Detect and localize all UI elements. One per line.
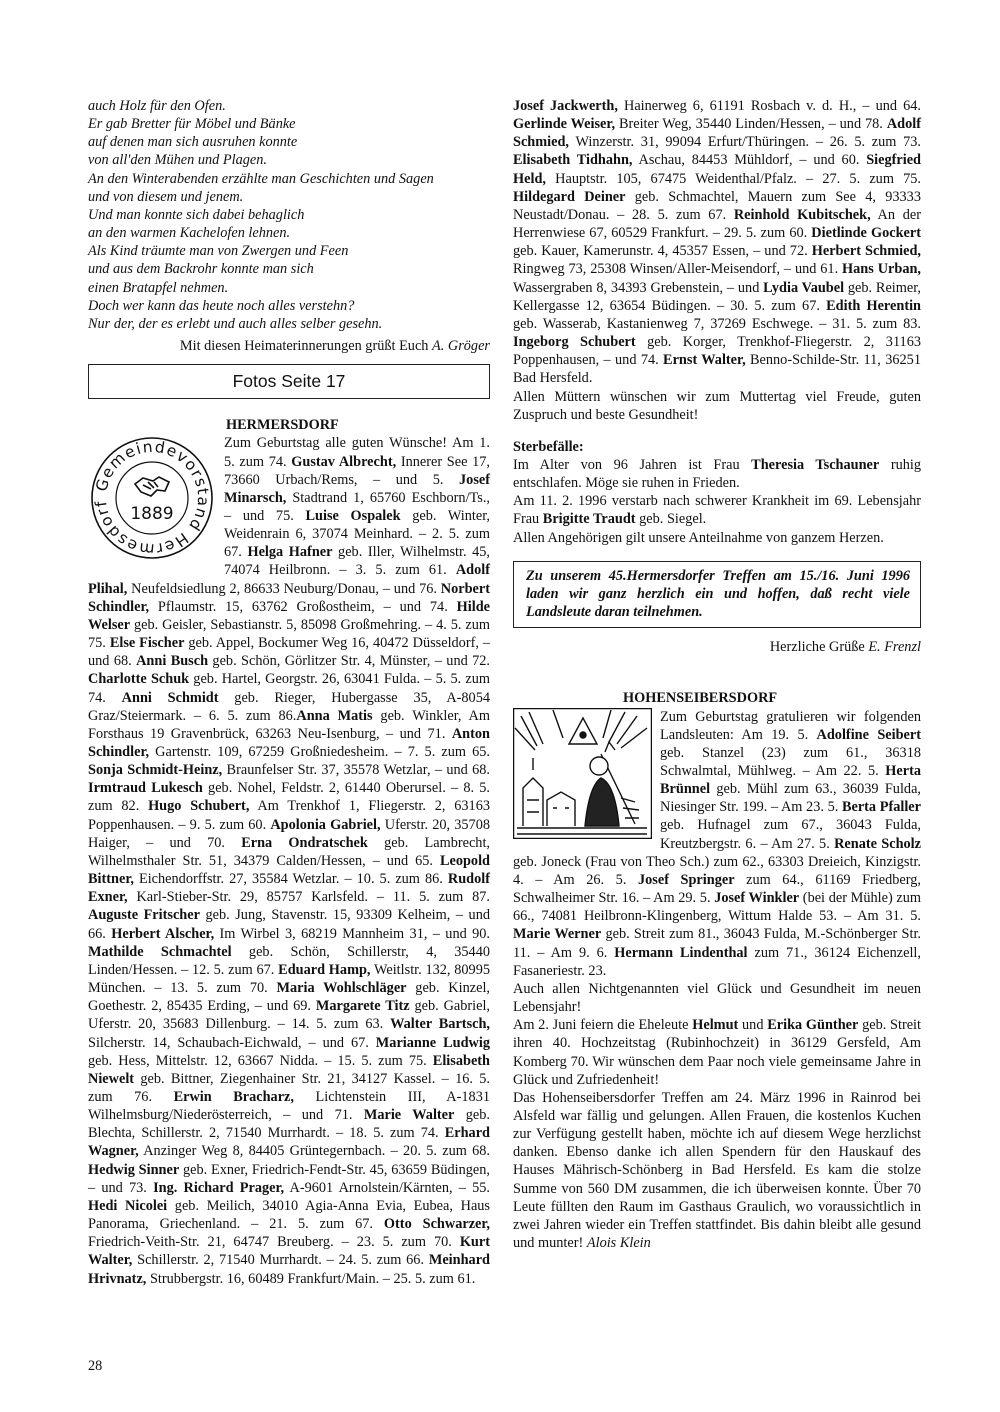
person-name: Hildegard Deiner [513, 188, 626, 205]
person-name: Hugo Schubert, [148, 798, 250, 815]
seg: geb. Mühl zum 63., 36039 Fulda, Niesinger Str. 199. – Am 23. 5. [660, 781, 921, 816]
seg: Aschau, 84453 Mühldorf, – und 60. [632, 152, 867, 169]
person-name: Adolf Plihal, [88, 562, 490, 597]
poem-line: an den warmen Kachelofen lehnen. [88, 225, 291, 242]
person-name: Josef Winkler [714, 890, 800, 907]
poem-line: Als Kind träumte man von Zwergen und Feen [88, 243, 349, 260]
person-name: Mathilde Schmachtel [88, 943, 232, 960]
person-name: Irmtraud Lukesch [88, 780, 203, 797]
person-name: Anni Schmidt [121, 689, 219, 706]
person-name: Josef Springer [637, 871, 735, 888]
poem-line: auch Holz für den Ofen. [88, 98, 226, 114]
person-name: Herbert Schmied, [811, 243, 921, 260]
person-name: Theresia Tschauner [751, 456, 880, 473]
person-name: Erika Günther [767, 1017, 859, 1034]
seg: Uferstr. 20, 35708 Haiger, – und 70. [88, 816, 490, 851]
person-name: Marianne Ludwig [375, 1034, 490, 1051]
seg: geb. Geisler, Sebastianstr. 5, 85098 Großmehring. – 4. 5. zum 75. [88, 616, 490, 652]
greeting-text: Mit diesen Heimaterinnerungen grüßt Euch [179, 338, 433, 355]
person-name: Maria Wohlschläger [276, 980, 407, 997]
person-name: Erna Ondratschek [241, 834, 368, 851]
person-name: Herbert Alscher, [111, 925, 215, 942]
seg: geb. Schön, Schillerstr, 4, 35440 Linden/Hessen. – 12. 5. zum 67. [88, 943, 490, 978]
seg: geb. Schmachtel, Mauern zum See 4, 93333 Neustadt/Donau. – 28. 5. zum 67. [513, 188, 921, 223]
seg: geb. Iller, Wilhelmstr. 45, 74074 Heilbronn. – 3. 5. zum 61. [224, 544, 490, 579]
section-title-hermersdorf: HERMERSDORF [226, 417, 339, 434]
person-name: Hedwig Sinner [88, 1161, 180, 1178]
person-name: Erhard Wagner, [88, 1125, 490, 1160]
person-name: Hedi Nicolei [88, 1197, 168, 1214]
seal-graphic [88, 434, 216, 562]
seal-year: 1889 [130, 504, 174, 525]
seg: geb. Kauer, Kamerunstr. 4, 45357 Essen, – und 72. [513, 243, 812, 260]
person-name: Anna Matis [296, 707, 373, 724]
person-name: Else Fischer [109, 635, 185, 652]
person-name: Anni Busch [136, 653, 209, 670]
person-name: Norbert Schindler, [88, 580, 490, 615]
person-name: Hans Urban, [842, 261, 921, 278]
person-name: Gerlinde Weiser, [513, 116, 616, 133]
right-column [513, 97, 921, 1252]
seg: geb. Wasserab, Kastanienweg 7, 37269 Eschwege. – 31. 5. zum 83. [513, 315, 921, 332]
person-name: Lydia Vaubel [763, 279, 845, 296]
poem-line: Und man konnte sich dabei behaglich [88, 206, 305, 223]
person-name: Auguste Fritscher [88, 907, 200, 924]
seg: geb. Blechta, Schillerstr. 2, 71540 Murrhardt. – 18. 5. zum 74. [88, 1107, 490, 1142]
person-name: Ernst Walter, [663, 352, 746, 369]
seg: Am Trenkhof 1, Fliegerstr. 2, 63163 Poppenhausen. – 9. 5. zum 60. [88, 798, 490, 833]
seg: Friedrich-Veith-Str. 21, 64747 Breuberg. – 23. 5. zum 70. [88, 1234, 460, 1251]
person-name: Josef Minarsch, [224, 471, 490, 506]
seg: Im Wirbel 3, 68219 Mannheim 31, – und 90. [214, 925, 490, 942]
seg: (bei der Mühle) zum 66., 74081 Heilbronn-Klingenberg, Wittum Halde 53. – Am 31. 5. [513, 890, 921, 925]
section-title-hohenseibersdorf: HOHENSEIBERSDORF [623, 690, 778, 707]
person-name: Gustav Albrecht, [291, 453, 397, 470]
person-name: Anton Schindler, [88, 725, 490, 760]
seg: Ringweg 73, 25308 Winsen/Aller-Meisendorf, – und 61. [513, 261, 843, 278]
seg: geb. Winkler, Am Forsthaus 19 Gravenbrück, 63263 Neu-Isenburg, – und 71. [88, 707, 491, 742]
death-notice [513, 456, 921, 492]
person-name: Leopold Bittner, [88, 852, 490, 888]
closing-report [513, 1089, 921, 1252]
seg: geb. Joneck (Frau von Theo Sch.) zum 62., 63303 Dreieich, Kinzigstr. 4. – Am 26. 5. [513, 853, 921, 888]
seg: geb. Bittner, Ziegenhainer Str. 21, 34127 Kassel. – 16. 5. zum 76. [88, 1070, 490, 1105]
seg: An der Herrenwiese 67, 60529 Frankfurt. – 29. 5. zum 60. [513, 206, 921, 242]
person-name: Meinhard Hrivnatz, [88, 1252, 490, 1287]
seg: geb. Stanzel (23) zum 61., 36318 Schwalmtal, Mühlweg. – Am 22. 5. [660, 744, 921, 779]
person-name: Otto Schwarzer, [383, 1216, 490, 1233]
person-name: Margarete Titz [315, 998, 410, 1015]
hohenseibersdorf-section [513, 689, 921, 1252]
seg: Im Alter von 96 Jahren ist Frau [513, 456, 752, 473]
person-name: Luise Ospalek [305, 507, 401, 524]
person-name: Walter Bartsch, [390, 1016, 490, 1033]
seg: geb. Appel, Bockumer Weg 16, 40472 Düsseldorf, – und 68. [88, 635, 491, 670]
page-number: 28 [88, 1358, 103, 1374]
person-name: Rudolf Exner, [88, 871, 490, 906]
seg: Wassergraben 8, 34393 Grebenstein, – und [513, 279, 764, 296]
person-name: Hilde Welser [88, 598, 490, 633]
seg: Karl-Stieber-Str. 29, 85757 Karlsfeld. – 11. 5. zum 87. [127, 889, 490, 906]
death-notice [513, 492, 921, 528]
person-name: Elisabeth Niewelt [88, 1052, 490, 1087]
seg: geb. Streit ihren 40. Hochzeitstag (Rubinhochzeit) in 36129 Gersfeld, Am Komberg 70. Wir wünschen dem Paar noch viele gemeinsame Jahre in Glück und Zufriedenheit! [513, 1017, 922, 1088]
seg: Breiter Weg, 35440 Linden/Hessen, – und 78. [615, 116, 887, 133]
person-name: Elisabeth Tidhahn, [513, 152, 633, 169]
hermersdorf-birthdays [88, 434, 490, 1287]
seg: Strubbergstr. 16, 60489 Frankfurt/Main. – 25. 5. zum 61. [146, 1270, 476, 1287]
seg: geb. Jung, Stavenstr. 15, 93309 Kelheim, – und 66. [88, 907, 491, 942]
poem-line: von all'den Mühen und Plagen. [88, 152, 267, 169]
greeting-author: A. Gröger [432, 338, 490, 355]
closing-author: Alois Klein [586, 1235, 651, 1252]
person-name: Erwin Bracharz, [173, 1088, 294, 1105]
poem-line: Doch wer kann das heute noch alles verstehn? [88, 297, 355, 314]
person-name: Edith Herentin [826, 297, 921, 314]
seg: geb. Gabriel, Uferstr. 20, 35683 Dillenburg. – 14. 5. zum 63. [88, 998, 491, 1033]
person-name: Berta Pfaller [841, 799, 921, 816]
poem-line: An den Winterabenden erzählte man Geschichten und Sagen [88, 170, 434, 187]
seg: Gartenstr. 109, 67259 Großniedesheim. – 7. 5. zum 65. [149, 744, 490, 760]
seg: Braunfelser Str. 37, 35578 Wetzlar, – und 68. [222, 762, 490, 779]
seg: geb. Hartel, Georgstr. 26, 63041 Fulda. – 5. 5. zum 74. [88, 671, 490, 706]
handshake-icon [135, 477, 169, 496]
other-wishes: Auch allen Nichtgenannten viel Glück und Gesundheit im neuen Lebensjahr! [513, 980, 921, 1016]
person-name: Marie Werner [513, 926, 602, 943]
person-name: Josef Jackwerth, [513, 98, 618, 114]
poem-line: einen Bratapfel nehmen. [88, 279, 229, 296]
person-name: Helmut [692, 1017, 739, 1034]
person-name: Siegfried Held, [513, 152, 921, 187]
seg: geb. Hess, Mittelstr. 12, 63667 Nidda. – 15. 5. zum 75. [88, 1052, 433, 1069]
seg: zum 64., 61169 Friedberg, Schwalheimer Str. 16. – Am 29. 5. [513, 871, 922, 907]
hermersdorf-section [88, 416, 490, 1288]
mothers-day-wishes: Allen Müttern wünschen wir zum Muttertag viel Freude, guten Zuspruch und beste Gesundheit! [513, 388, 921, 423]
fotos-box: Fotos Seite 17 [88, 364, 490, 399]
person-name: Adolf Schmied, [513, 116, 921, 151]
closing-text: Das Hohenseibersdorfer Treffen am 24. März 1996 in Rainrod bei Alsfeld war fällig und gelungen. Allen Frauen, die kostenlos Kuchen zur Verfügung gestellt haben, möchte ich auf diesem Wege herzlichst danken. Ebenso danke ich allen Spendern für den Hauskauf des Hauses Mährisch-Schönberg in Bad Hersfeld. Es kam die stolze Summe von 560 DM zusammen, die ich überweisen konnte. Über 70 Leute füllten den Raum im Gasthaus Graulich, wo voraussichtlich in zwei Jahren wieder ein Treffen stattfindet. Bis dahin bleibt alle gesund und munter! [513, 1089, 921, 1252]
seg: Weitlstr. 132, 80995 München. – 13. 5. zum 70. [88, 961, 491, 997]
seg: Eichendorffstr. 27, 35584 Wetzlar. – 10. 5. zum 86. [133, 871, 448, 888]
poem-line: auf denen man sich ausruhen konnte [88, 134, 298, 151]
seg: geb. Schön, Görlitzer Str. 4, Münster, – und 72. [208, 653, 490, 670]
seg: zum 71., 36124 Eichenzell, Fasaneriestr. 23. [513, 944, 921, 979]
poem-line: und aus dem Backrohr konnte man sich [88, 261, 314, 278]
left-column [88, 97, 490, 1288]
seg: Zum Geburtstag alle guten Wünsche! Am 1. 5. zum 74. [224, 435, 490, 470]
seg: Winzerstr. 31, 99094 Erfurt/Thüringen. – 26. 5. zum 73. [569, 134, 921, 151]
person-name: Sonja Schmidt-Heinz, [88, 762, 223, 779]
seg: Hainerweg 6, 61191 Rosbach v. d. H., – und 64. [617, 98, 921, 114]
regards-signature [513, 638, 921, 656]
seg: geb. Hufnagel zum 67., 36043 Fulda, Kreutzbergstr. 6. – Am 27. 5. [660, 817, 921, 852]
person-name: Charlotte Schuk [88, 671, 190, 688]
person-name: Ing. Richard Prager, [153, 1179, 285, 1196]
seg: geb. Lambrecht, Wilhelmsthaler Str. 51, 34379 Calden/Hessen, – und 65. [88, 834, 490, 869]
seg: Am 11. 2. 1996 verstarb nach schwerer Krankheit im 69. Lebensjahr Frau [513, 493, 921, 528]
person-name: Hermann Lindenthal [614, 944, 748, 961]
regards-author: E. Frenzl [868, 639, 921, 656]
meeting-notice-box: Zu unserem 45.Hermersdorfer Treffen am 15./16. Juni 1996 laden wir ganz herzlich ein und hoffen, daß recht viele Landsleute daran teilnehmen. [513, 561, 921, 628]
seg: Benno-Schilde-Str. 11, 36251 Bad Hersfeld. [513, 352, 921, 387]
seg: Schillerstr. 2, 71540 Murrhardt. – 24. 5. zum 66. [132, 1252, 429, 1269]
person-name: Brigitte Traudt [542, 511, 636, 528]
seg: Pflaumstr. 15, 63762 Großostheim, – und 74. [149, 598, 457, 615]
person-name: Eduard Hamp, [278, 961, 371, 978]
seg: geb. Kinzel, Goethestr. 2, 85435 Erding, – und 69. [88, 980, 490, 1015]
person-name: Renate Scholz [834, 835, 921, 852]
seg: Innerer See 17, 73660 Urbach/Rems, – und 5. [224, 453, 491, 488]
hermersdorf-birthdays-continued [513, 97, 921, 388]
seg: geb. Korger, Trenkhof-Fliegerstr. 2, 31163 Poppenhausen, – und 74. [513, 334, 922, 369]
seg: geb. Siegel. [635, 511, 707, 528]
seg: Neufeldsiedlung 2, 86633 Neuburg/Donau, – und 76. [127, 580, 441, 597]
seg: geb. Nohel, Feldstr. 2, 61440 Oberursel. – 8. 5. zum 82. [88, 780, 490, 815]
poem-line: und von diesem und jenem. [88, 188, 244, 205]
seal-ring-text: Gemeindevorstand Hermesdorf [92, 438, 213, 559]
seg: Silcherstr. 14, Schaubach-Eichwald, – und 67. [88, 1034, 376, 1051]
condolence-text: Allen Angehörigen gilt unsere Anteilnahme von ganzem Herzen. [513, 529, 884, 546]
seg: geb. Rieger, Hubergasse 35, A-8054 Graz/Steiermark. – 6. 5. zum 86. [88, 689, 490, 724]
seg: Lichtenstein III, A-1831 Wilhelmsburg/Niederösterreich, – und 71. [88, 1088, 490, 1124]
seg: geb. Meilich, 34010 Agia-Anna Evia, Eubea, Haus Panorama, Griechenland. – 21. 5. zum 67. [88, 1197, 490, 1233]
woodcut-illustration [513, 708, 652, 839]
poem-line: Nur der, der es erlebt und auch alles selber gesehn. [88, 315, 383, 332]
seg: geb. Reimer, Kellergasse 12, 63654 Büdingen. – 30. 5. zum 67. [513, 279, 921, 314]
regards-text: Herzliche Grüße [769, 639, 869, 656]
seg: Anzinger Weg 8, 84405 Grüntegernbach. – 20. 5. zum 68. [138, 1143, 490, 1160]
person-name: Dietlinde Gockert [811, 225, 921, 242]
poem [88, 97, 490, 333]
seg: geb. Exner, Friedrich-Fendt-Str. 45, 63659 Büdingen, – und 73. [88, 1161, 490, 1196]
seg: geb. Streit zum 81., 36043 Fulda, M.-Schönberger Str. 11. – Am 9. 6. [513, 926, 921, 961]
deaths-heading: Sterbefälle: [513, 438, 584, 455]
seg: Stadtrand 1, 65760 Eschborn/Ts., – und 75. [224, 489, 490, 524]
seg: Am 2. Juni feiern die Eheleute [513, 1017, 693, 1034]
person-name: Adolfine Seibert [816, 726, 921, 743]
person-name: Herta Brünnel [660, 763, 921, 798]
poem-line: Er gab Bretter für Möbel und Bänke [88, 116, 296, 133]
seg: Hauptstr. 105, 67475 Weidenthal/Pfalz. – 27. 5. zum 75. [545, 170, 921, 187]
person-name: Marie Walter [363, 1107, 455, 1124]
seg: Zum Geburtstag gratulieren wir folgenden Landsleuten: Am 19. 5. [660, 708, 921, 743]
greeting-signature [88, 337, 490, 355]
seg: ruhig entschlafen. Möge sie ruhen in Frieden. [513, 456, 922, 492]
seg: und [738, 1017, 768, 1034]
seg: geb. Winter, Weidenrain 6, 37074 Meinhard. – 2. 5. zum 67. [224, 507, 491, 561]
person-name: Ingeborg Schubert [513, 334, 636, 351]
anniversary-text [513, 1016, 921, 1089]
person-name: Kurt Walter, [88, 1234, 490, 1269]
person-name: Helga Hafner [247, 544, 333, 561]
community-seal [88, 434, 216, 562]
person-name: Apolonia Gabriel, [270, 816, 381, 833]
seg: A-9601 Arnolstein/Kärnten, – 55. [284, 1179, 490, 1196]
person-name: Reinhold Kubitschek, [733, 206, 871, 223]
woodcut-graphic [513, 708, 652, 839]
